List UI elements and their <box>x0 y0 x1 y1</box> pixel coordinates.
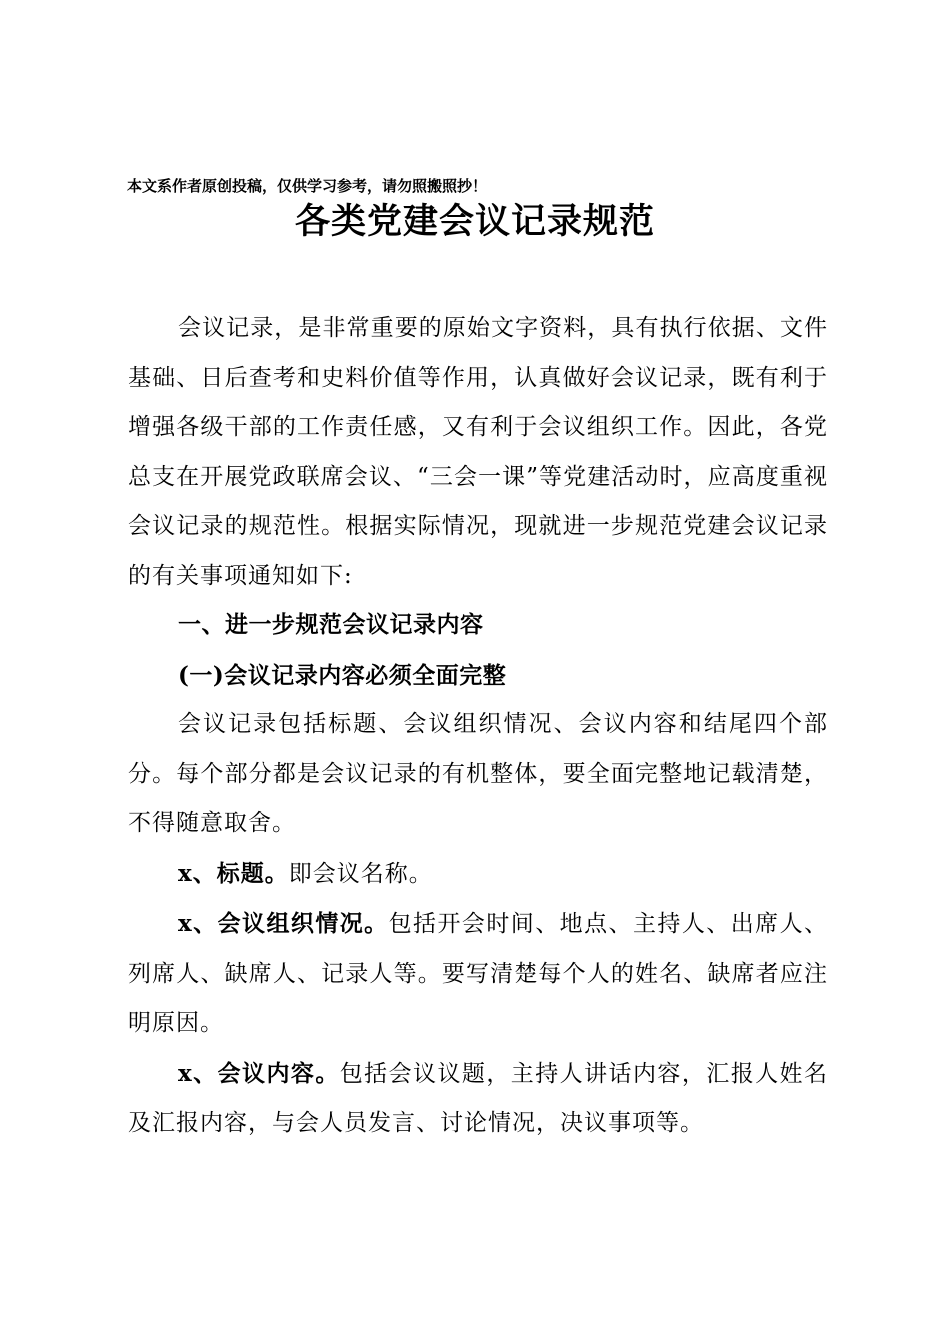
item-organization-text: 包括开会时间、地点、主持人、出席人、列席人、缺席人、记录人等。要写清楚每个人的姓名、缺席者应注明原因。 <box>128 911 829 1036</box>
item-organization-lead: x、会议组织情况。 <box>178 910 389 937</box>
item-content-text: 包括会议议题，主持人讲话内容，汇报人姓名及汇报内容，与会人员发言、讨论情况，决议事项等。 <box>128 1060 828 1136</box>
copyright-notice: 本文系作者原创投稿，仅供学习参考，请勿照搬照抄！ <box>127 177 488 195</box>
item-title-lead: x、标题。 <box>178 859 289 887</box>
item-title-text: 即会议名称。 <box>288 860 433 887</box>
document-title: 各类党建会议记录规范 <box>294 201 655 242</box>
item-title <box>128 849 828 900</box>
intro-paragraph: 会议记录，是非常重要的原始文字资料，具有执行依据、文件基础、日后查考和史料价值等作用，认真做好会议记录，既有利于增强各级干部的工作责任感，又有利于会议组织工作。因此，各党总支在开展党政联席会议、“三会一课”等党建活动时，应高度重视会议记录的规范性。根据实际情况，现就进一步规范党建会议记录的有关事项通知如下: <box>128 315 828 589</box>
subsection-paragraph-1: 会议记录包括标题、会议组织情况、会议内容和结尾四个部分。每个部分都是会议记录的有机整体，要全面完整地记载清楚，不得随意取舍。 <box>128 711 828 836</box>
item-content <box>128 1049 828 1149</box>
item-content-lead: x、会议内容。 <box>178 1059 340 1087</box>
section-heading-1: 一、进一步规范会议记录内容 <box>178 612 484 638</box>
item-organization <box>128 899 828 1049</box>
document-body <box>128 304 828 1149</box>
subsection-heading-1: (一)会议记录内容必须全面完整 <box>178 661 507 689</box>
